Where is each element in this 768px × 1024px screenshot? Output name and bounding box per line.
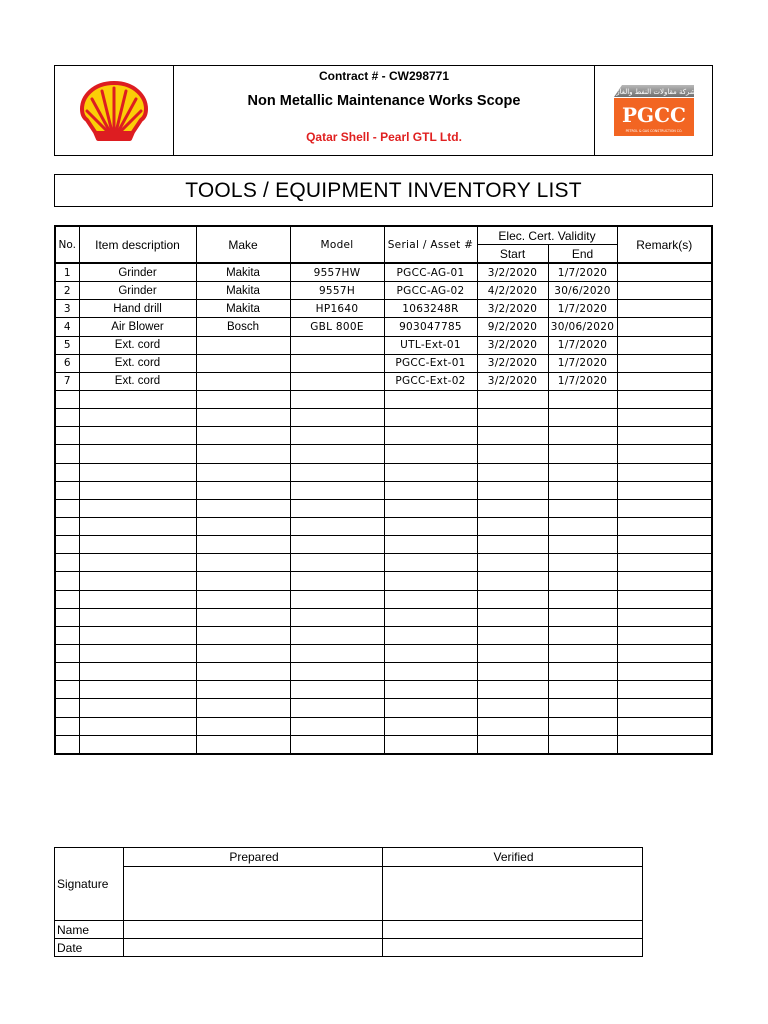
empty-table-row <box>55 390 712 408</box>
cell-no[interactable] <box>55 499 79 517</box>
cell-make[interactable] <box>196 554 290 572</box>
inventory-table <box>54 225 713 755</box>
cell-model[interactable] <box>290 699 384 717</box>
cell-end[interactable] <box>548 644 617 662</box>
cell-remarks[interactable] <box>617 409 712 427</box>
cell-remarks[interactable] <box>617 717 712 735</box>
empty-table-row <box>55 572 712 590</box>
cell-no[interactable] <box>55 626 79 644</box>
cell-make[interactable] <box>196 699 290 717</box>
cell-make[interactable] <box>196 409 290 427</box>
cell-remarks[interactable] <box>617 644 712 662</box>
cell-serial[interactable]: PGCC-AG-02 <box>384 282 477 300</box>
cell-description[interactable] <box>79 572 196 590</box>
cell-no[interactable]: 3 <box>55 300 79 318</box>
cell-make[interactable] <box>196 536 290 554</box>
cell-remarks[interactable] <box>617 282 712 300</box>
cell-make[interactable] <box>196 463 290 481</box>
cell-remarks[interactable] <box>617 681 712 699</box>
pgcc-logo-icon <box>610 83 698 139</box>
table-row <box>55 354 712 372</box>
cell-serial[interactable]: PGCC-Ext-01 <box>384 354 477 372</box>
cell-start[interactable] <box>477 463 548 481</box>
cell-end[interactable] <box>548 608 617 626</box>
cell-no[interactable] <box>55 663 79 681</box>
cell-description[interactable] <box>79 445 196 463</box>
cell-end[interactable] <box>548 681 617 699</box>
cell-start[interactable] <box>477 644 548 662</box>
prepared-date-field[interactable] <box>124 939 383 957</box>
cell-model[interactable]: 9557HW <box>290 263 384 282</box>
cell-end[interactable]: 1/7/2020 <box>548 372 617 390</box>
cell-serial[interactable]: 1063248R <box>384 300 477 318</box>
cell-model[interactable]: GBL 800E <box>290 318 384 336</box>
verified-header: Verified <box>383 848 643 867</box>
cell-description[interactable] <box>79 517 196 535</box>
cell-remarks[interactable] <box>617 590 712 608</box>
cell-description[interactable] <box>79 463 196 481</box>
cell-description[interactable] <box>79 390 196 408</box>
cell-remarks[interactable] <box>617 517 712 535</box>
col-header-serial: Serial / Asset # <box>384 226 477 263</box>
cell-no[interactable]: 1 <box>55 263 79 282</box>
cell-no[interactable] <box>55 590 79 608</box>
cell-model[interactable] <box>290 372 384 390</box>
cell-no[interactable] <box>55 536 79 554</box>
cell-serial[interactable] <box>384 590 477 608</box>
cell-start[interactable] <box>477 536 548 554</box>
empty-table-row <box>55 699 712 717</box>
cell-make[interactable] <box>196 336 290 354</box>
cell-serial[interactable] <box>384 663 477 681</box>
cell-make[interactable]: Bosch <box>196 318 290 336</box>
cell-description[interactable]: Air Blower <box>79 318 196 336</box>
cell-remarks[interactable] <box>617 318 712 336</box>
cell-no[interactable]: 5 <box>55 336 79 354</box>
cell-start[interactable] <box>477 626 548 644</box>
cell-model[interactable] <box>290 499 384 517</box>
cell-remarks[interactable] <box>617 735 712 754</box>
cell-make[interactable] <box>196 517 290 535</box>
cell-no[interactable] <box>55 717 79 735</box>
cell-end[interactable] <box>548 517 617 535</box>
cell-start[interactable] <box>477 608 548 626</box>
cell-remarks[interactable] <box>617 663 712 681</box>
shell-logo-icon <box>78 80 150 142</box>
verified-name-field[interactable] <box>383 921 643 939</box>
cell-make[interactable] <box>196 481 290 499</box>
cell-serial[interactable] <box>384 554 477 572</box>
prepared-signature-field[interactable] <box>124 867 383 921</box>
cell-description[interactable] <box>79 699 196 717</box>
cell-model[interactable] <box>290 608 384 626</box>
cell-start[interactable] <box>477 499 548 517</box>
cell-description[interactable] <box>79 554 196 572</box>
col-header-start: Start <box>477 245 548 264</box>
prepared-name-field[interactable] <box>124 921 383 939</box>
col-header-model: Model <box>290 226 384 263</box>
empty-table-row <box>55 626 712 644</box>
cell-serial[interactable]: UTL-Ext-01 <box>384 336 477 354</box>
cell-remarks[interactable] <box>617 354 712 372</box>
cell-serial[interactable] <box>384 409 477 427</box>
signature-table <box>54 847 643 957</box>
empty-table-row <box>55 427 712 445</box>
cell-model[interactable] <box>290 517 384 535</box>
cell-remarks[interactable] <box>617 263 712 282</box>
cell-make[interactable] <box>196 608 290 626</box>
cell-make[interactable] <box>196 445 290 463</box>
cell-description[interactable] <box>79 409 196 427</box>
cell-make[interactable] <box>196 717 290 735</box>
empty-table-row <box>55 717 712 735</box>
cell-model[interactable] <box>290 354 384 372</box>
cell-remarks[interactable] <box>617 626 712 644</box>
empty-table-row <box>55 590 712 608</box>
cell-remarks[interactable] <box>617 390 712 408</box>
empty-table-row <box>55 445 712 463</box>
cell-end[interactable]: 30/06/2020 <box>548 318 617 336</box>
cell-serial[interactable] <box>384 626 477 644</box>
cell-remarks[interactable] <box>617 445 712 463</box>
empty-table-row <box>55 499 712 517</box>
empty-table-row <box>55 481 712 499</box>
cell-description[interactable] <box>79 626 196 644</box>
cell-no[interactable]: 7 <box>55 372 79 390</box>
cell-make[interactable]: Makita <box>196 282 290 300</box>
right-logo-cell <box>594 66 712 155</box>
cell-end[interactable]: 30/6/2020 <box>548 282 617 300</box>
cell-start[interactable] <box>477 427 548 445</box>
client-name: Qatar Shell - Pearl GTL Ltd. <box>306 130 462 144</box>
cell-remarks[interactable] <box>617 427 712 445</box>
cell-no[interactable] <box>55 481 79 499</box>
cell-model[interactable] <box>290 463 384 481</box>
name-label: Name <box>55 921 124 939</box>
cell-description[interactable] <box>79 590 196 608</box>
cell-make[interactable] <box>196 681 290 699</box>
cell-serial[interactable] <box>384 699 477 717</box>
cell-remarks[interactable] <box>617 300 712 318</box>
cell-serial[interactable] <box>384 517 477 535</box>
table-row <box>55 318 712 336</box>
cell-remarks[interactable] <box>617 336 712 354</box>
cell-serial[interactable] <box>384 499 477 517</box>
cell-serial[interactable]: PGCC-Ext-02 <box>384 372 477 390</box>
cell-make[interactable] <box>196 372 290 390</box>
cell-end[interactable] <box>548 409 617 427</box>
signature-label: Signature <box>55 848 124 921</box>
cell-remarks[interactable] <box>617 372 712 390</box>
scope-title: Non Metallic Maintenance Works Scope <box>247 93 521 109</box>
empty-table-row <box>55 735 712 754</box>
cell-make[interactable] <box>196 590 290 608</box>
cell-end[interactable] <box>548 481 617 499</box>
cell-description[interactable]: Ext. cord <box>79 372 196 390</box>
cell-serial[interactable] <box>384 608 477 626</box>
col-header-description: Item description <box>79 226 196 263</box>
date-label: Date <box>55 939 124 957</box>
cell-serial[interactable] <box>384 481 477 499</box>
cell-description[interactable] <box>79 427 196 445</box>
cell-start[interactable]: 3/2/2020 <box>477 300 548 318</box>
cell-start[interactable] <box>477 554 548 572</box>
col-header-make: Make <box>196 226 290 263</box>
cell-no[interactable] <box>55 390 79 408</box>
cell-end[interactable] <box>548 717 617 735</box>
cell-no[interactable] <box>55 463 79 481</box>
cell-model[interactable] <box>290 626 384 644</box>
cell-serial[interactable]: 903047785 <box>384 318 477 336</box>
col-header-remarks: Remark(s) <box>617 226 712 263</box>
cell-no[interactable] <box>55 409 79 427</box>
cell-start[interactable] <box>477 663 548 681</box>
pgcc-logo-text: PGCC <box>621 102 686 127</box>
cell-model[interactable] <box>290 572 384 590</box>
header-text-block <box>174 66 594 155</box>
cell-remarks[interactable] <box>617 499 712 517</box>
cell-make[interactable] <box>196 499 290 517</box>
cell-serial[interactable] <box>384 572 477 590</box>
pgcc-logo-arabic: شركة مقاولات النفط والغاز <box>615 87 696 96</box>
cell-make[interactable] <box>196 572 290 590</box>
cell-serial[interactable] <box>384 681 477 699</box>
cell-serial[interactable] <box>384 390 477 408</box>
col-header-validity: Elec. Cert. Validity <box>477 226 617 245</box>
cell-model[interactable] <box>290 481 384 499</box>
cell-model[interactable] <box>290 409 384 427</box>
cell-description[interactable] <box>79 735 196 754</box>
cell-description[interactable] <box>79 536 196 554</box>
cell-no[interactable] <box>55 554 79 572</box>
cell-make[interactable] <box>196 354 290 372</box>
table-row <box>55 336 712 354</box>
table-row <box>55 372 712 390</box>
cell-no[interactable] <box>55 681 79 699</box>
cell-start[interactable]: 9/2/2020 <box>477 318 548 336</box>
empty-table-row <box>55 644 712 662</box>
cell-description[interactable]: Grinder <box>79 263 196 282</box>
cell-serial[interactable] <box>384 644 477 662</box>
cell-start[interactable]: 3/2/2020 <box>477 354 548 372</box>
cell-description[interactable] <box>79 481 196 499</box>
cell-remarks[interactable] <box>617 554 712 572</box>
cell-make[interactable] <box>196 390 290 408</box>
cell-start[interactable] <box>477 481 548 499</box>
cell-start[interactable] <box>477 517 548 535</box>
cell-no[interactable] <box>55 699 79 717</box>
cell-start[interactable]: 4/2/2020 <box>477 282 548 300</box>
col-header-no: No. <box>55 226 79 263</box>
empty-table-row <box>55 517 712 535</box>
cell-no[interactable] <box>55 644 79 662</box>
cell-description[interactable]: Ext. cord <box>79 336 196 354</box>
pgcc-logo-subtext: PETROL & GAS CONSTRUCTION CO. <box>625 128 682 133</box>
contract-number: Contract # - CW298771 <box>318 69 450 83</box>
cell-model[interactable] <box>290 735 384 754</box>
col-header-end: End <box>548 245 617 264</box>
cell-serial[interactable]: PGCC-AG-01 <box>384 263 477 282</box>
empty-table-row <box>55 681 712 699</box>
cell-start[interactable] <box>477 681 548 699</box>
cell-make[interactable] <box>196 626 290 644</box>
empty-table-row <box>55 536 712 554</box>
cell-description[interactable] <box>79 681 196 699</box>
cell-start[interactable]: 3/2/2020 <box>477 336 548 354</box>
cell-model[interactable] <box>290 590 384 608</box>
cell-no[interactable] <box>55 735 79 754</box>
cell-no[interactable] <box>55 572 79 590</box>
inventory-table-body <box>55 263 712 754</box>
cell-description[interactable] <box>79 608 196 626</box>
cell-end[interactable] <box>548 463 617 481</box>
cell-model[interactable] <box>290 390 384 408</box>
cell-start[interactable] <box>477 590 548 608</box>
cell-model[interactable] <box>290 427 384 445</box>
cell-no[interactable]: 4 <box>55 318 79 336</box>
verified-signature-field[interactable] <box>383 867 643 921</box>
cell-remarks[interactable] <box>617 608 712 626</box>
cell-description[interactable] <box>79 644 196 662</box>
cell-end[interactable] <box>548 590 617 608</box>
cell-model[interactable]: 9557H <box>290 282 384 300</box>
empty-table-row <box>55 663 712 681</box>
cell-end[interactable] <box>548 390 617 408</box>
cell-start[interactable] <box>477 572 548 590</box>
prepared-header: Prepared <box>124 848 383 867</box>
cell-end[interactable]: 1/7/2020 <box>548 263 617 282</box>
cell-no[interactable] <box>55 427 79 445</box>
cell-end[interactable] <box>548 427 617 445</box>
cell-end[interactable] <box>548 699 617 717</box>
cell-end[interactable] <box>548 554 617 572</box>
cell-description[interactable]: Hand drill <box>79 300 196 318</box>
cell-end[interactable] <box>548 735 617 754</box>
empty-table-row <box>55 463 712 481</box>
verified-date-field[interactable] <box>383 939 643 957</box>
cell-make[interactable] <box>196 663 290 681</box>
cell-end[interactable] <box>548 626 617 644</box>
cell-end[interactable] <box>548 536 617 554</box>
cell-end[interactable]: 1/7/2020 <box>548 336 617 354</box>
empty-table-row <box>55 554 712 572</box>
cell-description[interactable]: Grinder <box>79 282 196 300</box>
document-header <box>54 65 713 156</box>
cell-make[interactable] <box>196 427 290 445</box>
empty-table-row <box>55 409 712 427</box>
table-row <box>55 263 712 282</box>
cell-end[interactable] <box>548 572 617 590</box>
left-logo-cell <box>55 66 174 155</box>
page-title: TOOLS / EQUIPMENT INVENTORY LIST <box>54 174 713 207</box>
cell-make[interactable]: Makita <box>196 300 290 318</box>
cell-model[interactable]: HP1640 <box>290 300 384 318</box>
cell-description[interactable] <box>79 663 196 681</box>
cell-no[interactable]: 6 <box>55 354 79 372</box>
cell-description[interactable] <box>79 717 196 735</box>
cell-model[interactable] <box>290 644 384 662</box>
cell-model[interactable] <box>290 663 384 681</box>
cell-no[interactable]: 2 <box>55 282 79 300</box>
cell-remarks[interactable] <box>617 463 712 481</box>
cell-model[interactable] <box>290 536 384 554</box>
cell-make[interactable] <box>196 735 290 754</box>
cell-start[interactable] <box>477 735 548 754</box>
table-row <box>55 282 712 300</box>
cell-serial[interactable] <box>384 536 477 554</box>
cell-start[interactable] <box>477 445 548 463</box>
cell-end[interactable] <box>548 663 617 681</box>
cell-make[interactable]: Makita <box>196 263 290 282</box>
cell-start[interactable] <box>477 390 548 408</box>
cell-model[interactable] <box>290 554 384 572</box>
cell-start[interactable]: 3/2/2020 <box>477 372 548 390</box>
cell-no[interactable] <box>55 608 79 626</box>
cell-serial[interactable] <box>384 427 477 445</box>
cell-start[interactable] <box>477 409 548 427</box>
cell-end[interactable]: 1/7/2020 <box>548 354 617 372</box>
cell-start[interactable] <box>477 717 548 735</box>
cell-no[interactable] <box>55 445 79 463</box>
cell-remarks[interactable] <box>617 699 712 717</box>
cell-start[interactable]: 3/2/2020 <box>477 263 548 282</box>
cell-serial[interactable] <box>384 717 477 735</box>
cell-model[interactable] <box>290 681 384 699</box>
cell-remarks[interactable] <box>617 536 712 554</box>
cell-model[interactable] <box>290 717 384 735</box>
empty-table-row <box>55 608 712 626</box>
cell-model[interactable] <box>290 336 384 354</box>
cell-end[interactable]: 1/7/2020 <box>548 300 617 318</box>
cell-serial[interactable] <box>384 463 477 481</box>
cell-description[interactable]: Ext. cord <box>79 354 196 372</box>
cell-end[interactable] <box>548 499 617 517</box>
cell-make[interactable] <box>196 644 290 662</box>
cell-serial[interactable] <box>384 735 477 754</box>
cell-serial[interactable] <box>384 445 477 463</box>
cell-remarks[interactable] <box>617 481 712 499</box>
cell-end[interactable] <box>548 445 617 463</box>
cell-remarks[interactable] <box>617 572 712 590</box>
cell-no[interactable] <box>55 517 79 535</box>
table-row <box>55 300 712 318</box>
cell-start[interactable] <box>477 699 548 717</box>
cell-model[interactable] <box>290 445 384 463</box>
cell-description[interactable] <box>79 499 196 517</box>
